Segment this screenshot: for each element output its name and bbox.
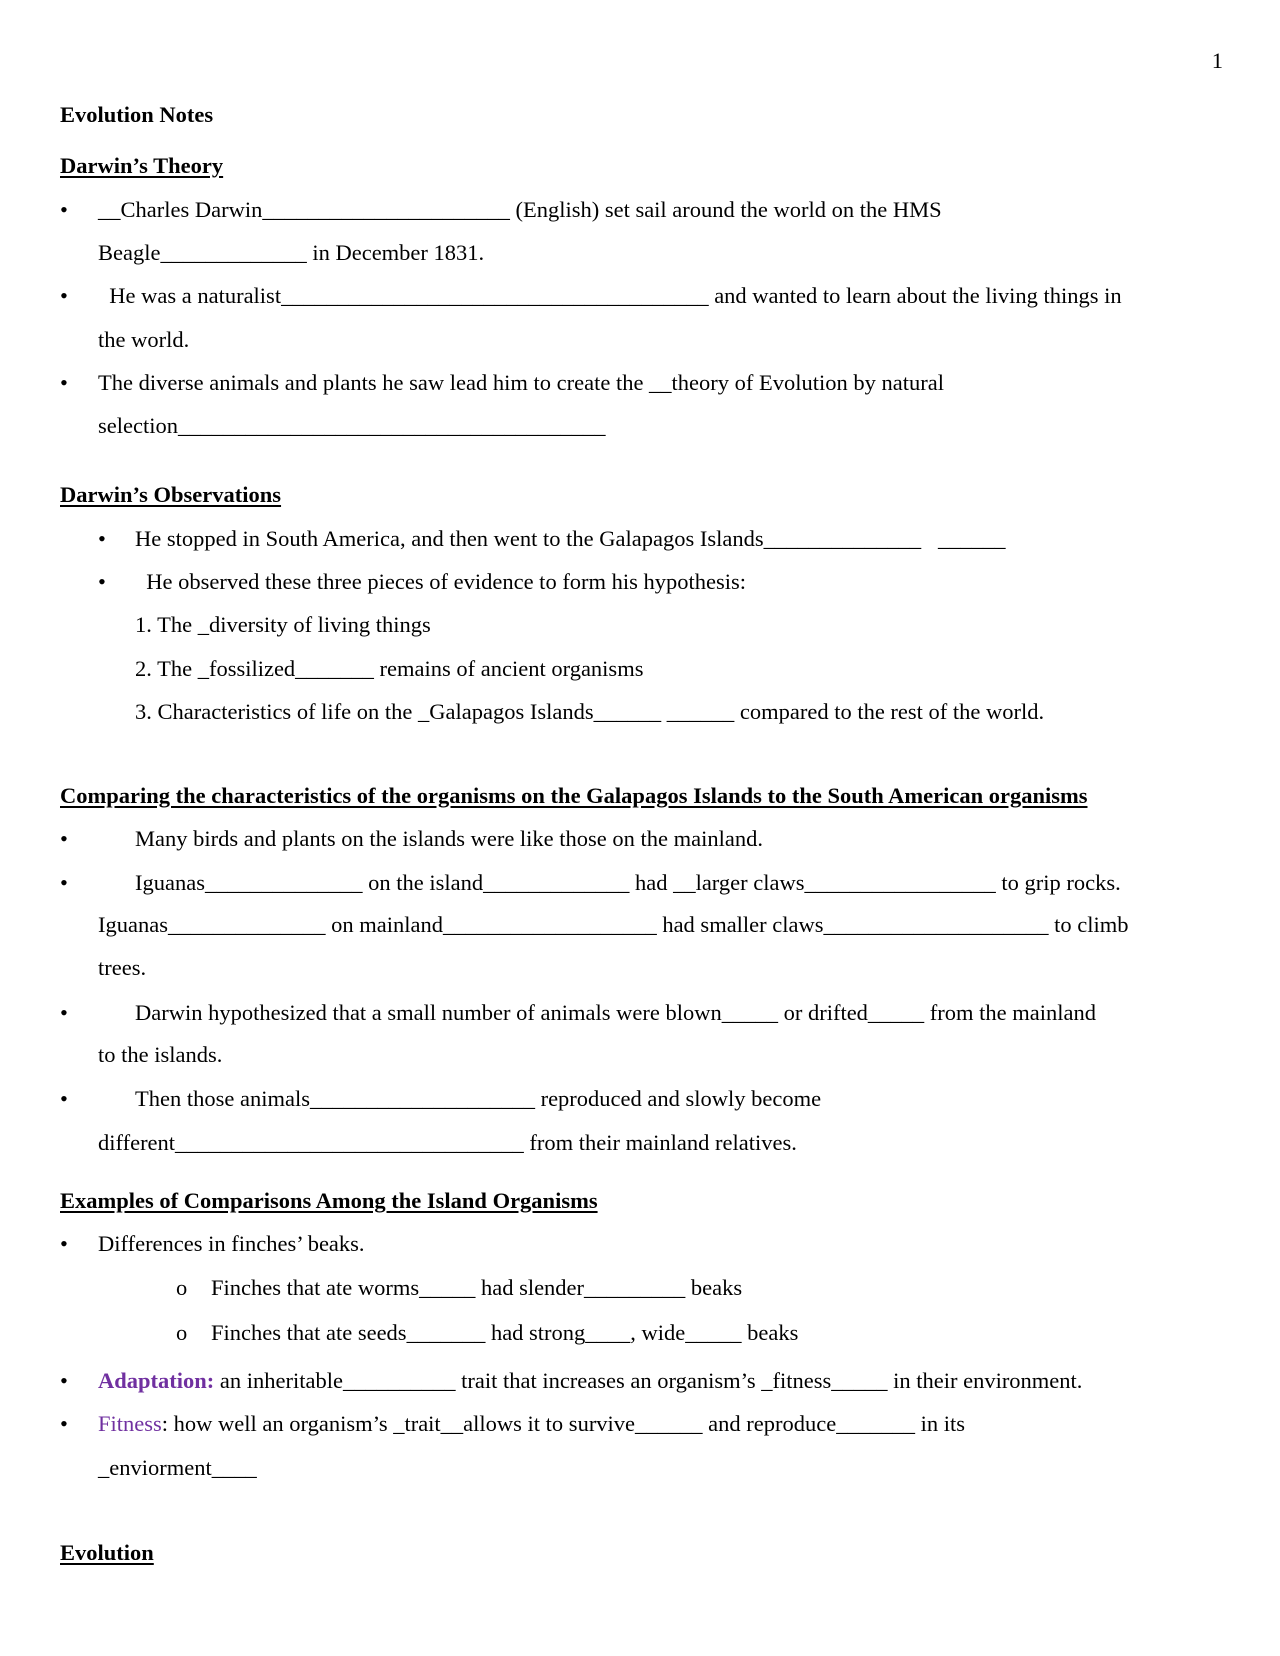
- bullet-icon: •: [60, 1231, 68, 1256]
- sub-bullet-text: Finches that ate worms_____ had slender_________ beaks: [211, 1275, 743, 1300]
- bullet-icon: •: [98, 569, 106, 594]
- section-heading-comparing: Comparing the characteristics of the organisms on the Galapagos Islands to the South American organisms: [60, 783, 1088, 808]
- bullet-icon: •: [60, 370, 68, 395]
- bullet-text: __Charles Darwin______________________ (English) set sail around the world on the HMS: [98, 197, 942, 222]
- bullet-icon: •: [60, 1411, 68, 1436]
- bullet-icon: •: [98, 526, 106, 551]
- bullet-text-continued: different_______________________________ from their mainland relatives.: [98, 1130, 797, 1155]
- term-adaptation: Adaptation:: [98, 1368, 215, 1393]
- sub-bullet-icon: o: [176, 1275, 188, 1300]
- section-heading-darwins-observations: Darwin’s Observations: [60, 482, 282, 507]
- bullet-icon: •: [60, 283, 68, 308]
- bullet-text: Darwin hypothesized that a small number of animals were blown_____ or drifted_____ from the mainland: [135, 1000, 1097, 1025]
- bullet-icon: •: [60, 870, 68, 895]
- bullet-icon: •: [60, 197, 68, 222]
- definition-text: an inheritable__________ trait that increases an organism’s _fitness_____ in their environment.: [214, 1368, 1083, 1393]
- bullet-text-continued: the world.: [98, 327, 190, 352]
- bullet-text: Then those animals____________________ reproduced and slowly become: [135, 1086, 822, 1111]
- bullet-text-continued: Iguanas______________ on mainland___________________ had smaller claws____________________ to climb: [98, 912, 1129, 937]
- term-fitness: Fitness: [98, 1411, 162, 1436]
- bullet-text-continued: to the islands.: [98, 1042, 223, 1067]
- bullet-text-continued: Beagle_____________ in December 1831.: [98, 240, 485, 265]
- definition-text: : how well an organism’s _trait__allows it to survive______ and reproduce_______ in its: [161, 1411, 965, 1436]
- sub-bullet-text: Finches that ate seeds_______ had strong____, wide_____ beaks: [211, 1320, 799, 1345]
- bullet-text-continued: trees.: [98, 955, 147, 980]
- bullet-text: Many birds and plants on the islands were like those on the mainland.: [135, 826, 764, 851]
- bullet-text: He stopped in South America, and then went to the Galapagos Islands______________ ______: [135, 526, 1006, 551]
- document-title: Evolution Notes: [60, 102, 214, 127]
- definition-text-continued: _enviorment____: [98, 1455, 257, 1480]
- bullet-text: He was a naturalist______________________________________ and wanted to learn about the living things in: [98, 283, 1122, 308]
- numbered-item: 2. The _fossilized_______ remains of ancient organisms: [135, 656, 644, 681]
- page-number: 1: [1211, 48, 1223, 73]
- bullet-text-continued: selection______________________________________: [98, 413, 606, 438]
- numbered-item: 3. Characteristics of life on the _Galapagos Islands______ ______ compared to the rest of the world.: [135, 699, 1045, 724]
- definition-fitness: [98, 1413, 965, 1436]
- bullet-text: The diverse animals and plants he saw lead him to create the __theory of Evolution by natural: [98, 370, 944, 395]
- numbered-item: 1. The _diversity of living things: [135, 612, 431, 637]
- section-heading-darwins-theory: Darwin’s Theory: [60, 153, 224, 178]
- bullet-text: Differences in finches’ beaks.: [98, 1231, 365, 1256]
- bullet-icon: •: [60, 826, 68, 851]
- bullet-icon: •: [60, 1368, 68, 1393]
- bullet-icon: •: [60, 1000, 68, 1025]
- bullet-icon: •: [60, 1086, 68, 1111]
- section-heading-examples: Examples of Comparisons Among the Island Organisms: [60, 1188, 598, 1213]
- bullet-text: He observed these three pieces of evidence to form his hypothesis:: [135, 569, 747, 594]
- definition-adaptation: [98, 1370, 1082, 1393]
- sub-bullet-icon: o: [176, 1320, 188, 1345]
- bullet-text: Iguanas______________ on the island_____________ had __larger claws_________________ to grip rocks.: [135, 870, 1121, 895]
- section-heading-evolution: Evolution: [60, 1540, 154, 1565]
